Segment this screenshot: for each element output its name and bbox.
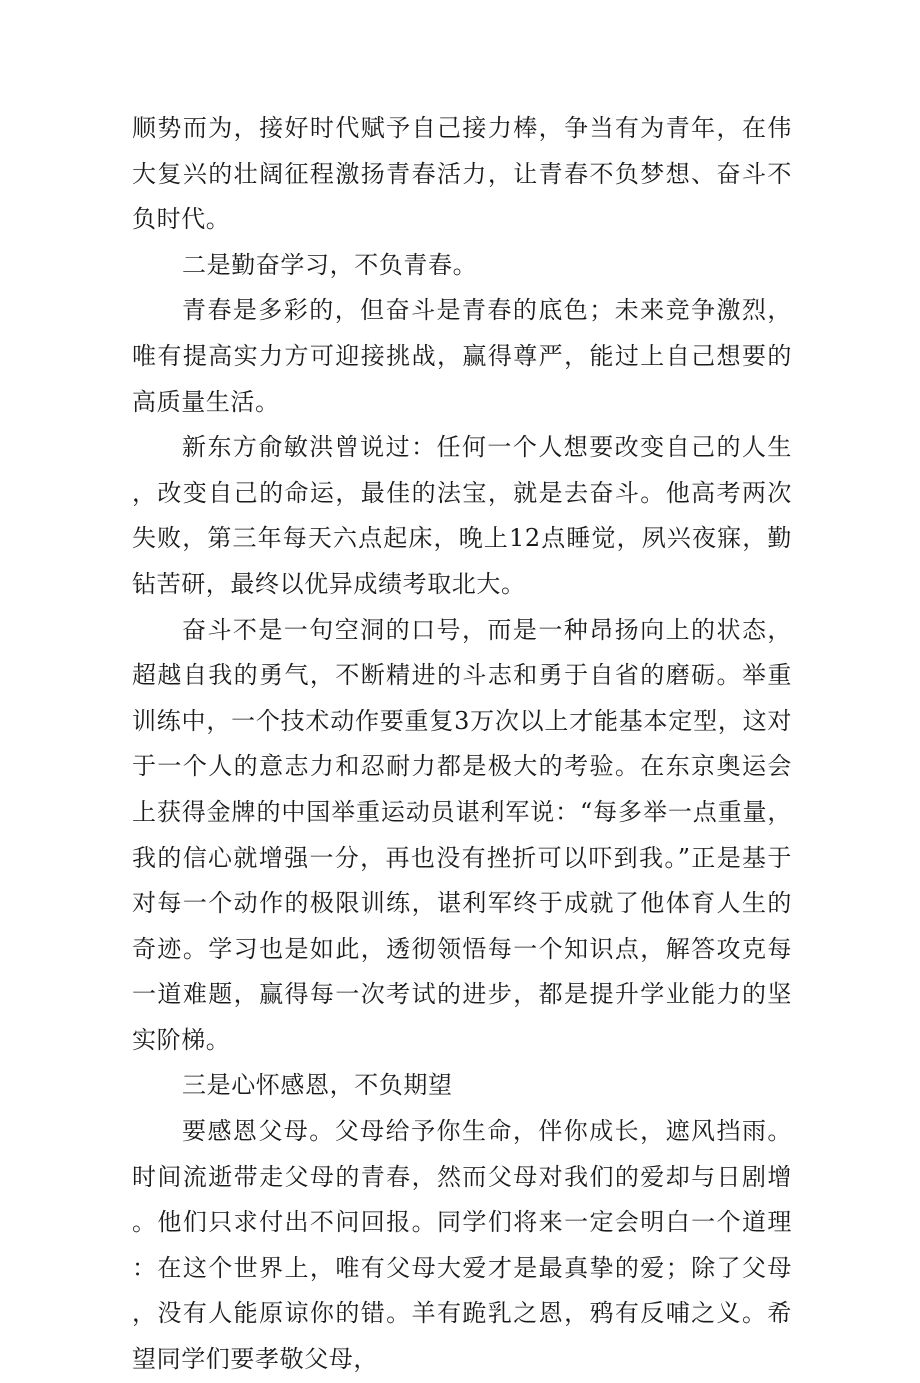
- paragraph-thank-parents: 要感恩父母。父母给予你生命，伴你成长，遮风挡雨。时间流逝带走父母的青春，然而父母对我们的爱却与日剧增。他们只求付出不问回报。同学们将来一定会明白一个道理：在这个世界上，唯有父母大爱才是最真挚的爱；除了父母，没有人能原谅你的错。羊有跪乳之恩，鸦有反哺之义。希望同学们要孝敬父母，: [132, 1117, 792, 1374]
- section-heading-diligent-study: 二是勤奋学习，不负青春。: [182, 250, 478, 279]
- section-heading-gratitude: 三是心怀感恩，不负期望: [182, 1071, 453, 1100]
- paragraph-continuation: 顺势而为，接好时代赋予自己接力棒，争当有为青年，在伟大复兴的壮阔征程激扬青春活力，让青春不负梦想、奋斗不负时代。: [132, 114, 792, 234]
- paragraph-yu-minhong: 新东方俞敏洪曾说过：任何一个人想要改变自己的人生，改变自己的命运，最佳的法宝，就是去奋斗。他高考两次失败，第三年每天六点起床，晚上12点睡觉，夙兴夜寐，勤钻苦研，最终以优异成绩考取北大。: [132, 433, 792, 598]
- paragraph-youth-struggle: 青春是多彩的，但奋斗是青春的底色；未来竞争激烈，唯有提高实力方可迎接挑战，赢得尊严，能过上自己想要的高质量生活。: [132, 296, 792, 416]
- document-body: [132, 106, 792, 1383]
- paragraph-weightlifting: 奋斗不是一句空洞的口号，而是一种昂扬向上的状态，超越自我的勇气，不断精进的斗志和勇于自省的磨砺。举重训练中，一个技术动作要重复3万次以上才能基本定型，这对于一个人的意志力和忍耐力都是极大的考验。在东京奥运会上获得金牌的中国举重运动员谌利军说：“每多举一点重量，我的信心就增强一分，再也没有挫折可以吓到我。”正是基于对每一个动作的极限训练，谌利军终于成就了他体育人生的奇迹。学习也是如此，透彻领悟每一个知识点，解答攻克每一道难题，赢得每一次考试的进步，都是提升学业能力的坚实阶梯。: [132, 615, 792, 1054]
